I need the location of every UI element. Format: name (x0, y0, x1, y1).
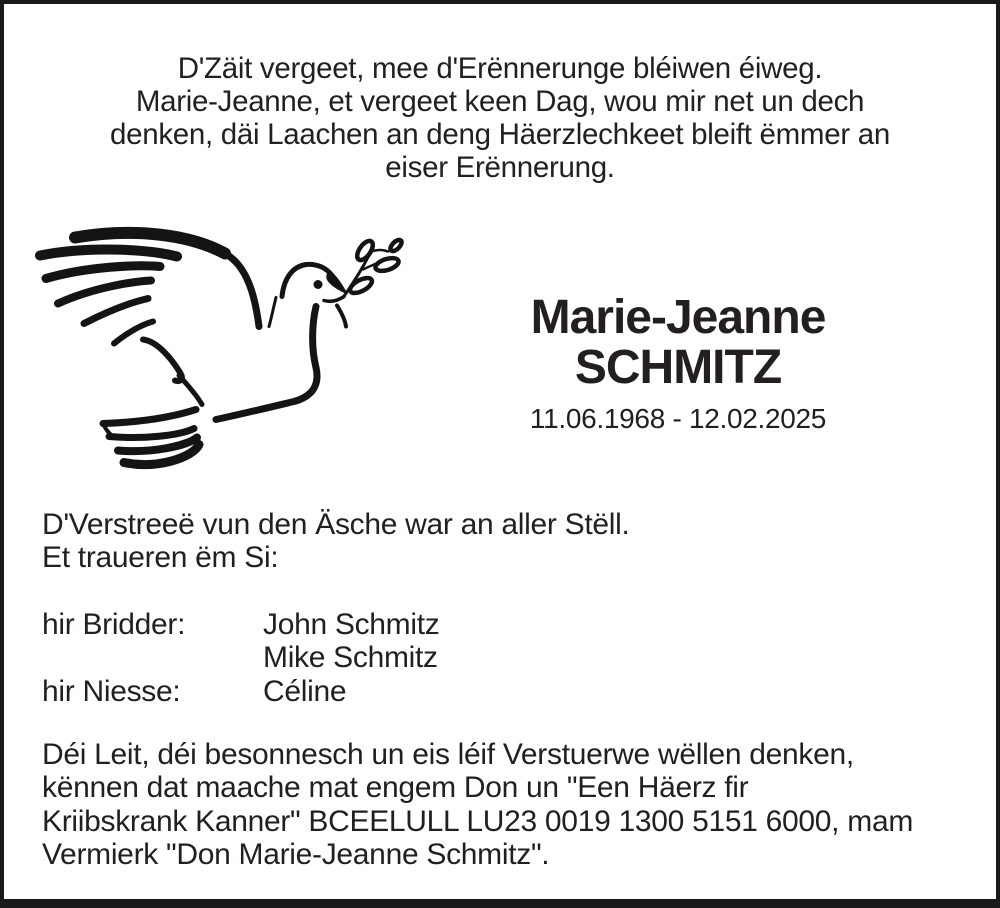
mourner-name: John Schmitz (263, 608, 440, 641)
mourner-relation (42, 641, 263, 674)
announcement-line: Et traueren ëm Si: (42, 541, 279, 575)
donation-line: Vermierk "Don Marie-Jeanne Schmitz". (42, 837, 550, 871)
deceased-name-block (430, 293, 926, 435)
announcement-block (42, 508, 970, 575)
mourner-row (42, 675, 970, 708)
mourner-name: Mike Schmitz (263, 641, 438, 675)
donation-line: kënnen dat maache mat engem Don un "Een Häerz fir (42, 771, 749, 805)
birth-death-dates: 11.06.1968 - 12.02.2025 (529, 403, 827, 434)
mourner-relation: hir Niesse: (42, 674, 181, 708)
mourner-relation: hir Bridder: (42, 608, 186, 641)
donation-paragraph (42, 738, 970, 871)
donation-line: Déi Leit, déi besonnesch un eis léif Verstuerwe wëllen denken, (42, 738, 854, 771)
deceased-last-name: SCHMITZ (574, 341, 782, 394)
mourner-name: Céline (263, 674, 347, 708)
announcement-line: D'Verstreeë vun den Äsche war an aller Stëll. (42, 508, 630, 541)
mourner-row (42, 608, 970, 641)
quote-line: Marie-Jeanne, et vergeet keen Dag, wou mir net un dech (135, 85, 865, 118)
deceased-first-name: Marie-Jeanne (530, 291, 826, 344)
mourners-list (42, 608, 970, 708)
donation-line: Kriibskrank Kanner" BCEELULL LU23 0019 1300 5151 6000, mam (42, 804, 914, 838)
quote-line: D'Zäit vergeet, mee d'Erënnerunge bléiwen éiweg. (177, 52, 823, 85)
dove-with-olive-branch-illustration (25, 205, 415, 480)
memorial-quote (0, 52, 1000, 184)
quote-line: denken, däi Laachen an deng Häerzlechkeet bleift ëmmer an (110, 118, 890, 151)
quote-line: eiser Erënnerung. (385, 151, 615, 184)
mourner-row (42, 641, 970, 674)
